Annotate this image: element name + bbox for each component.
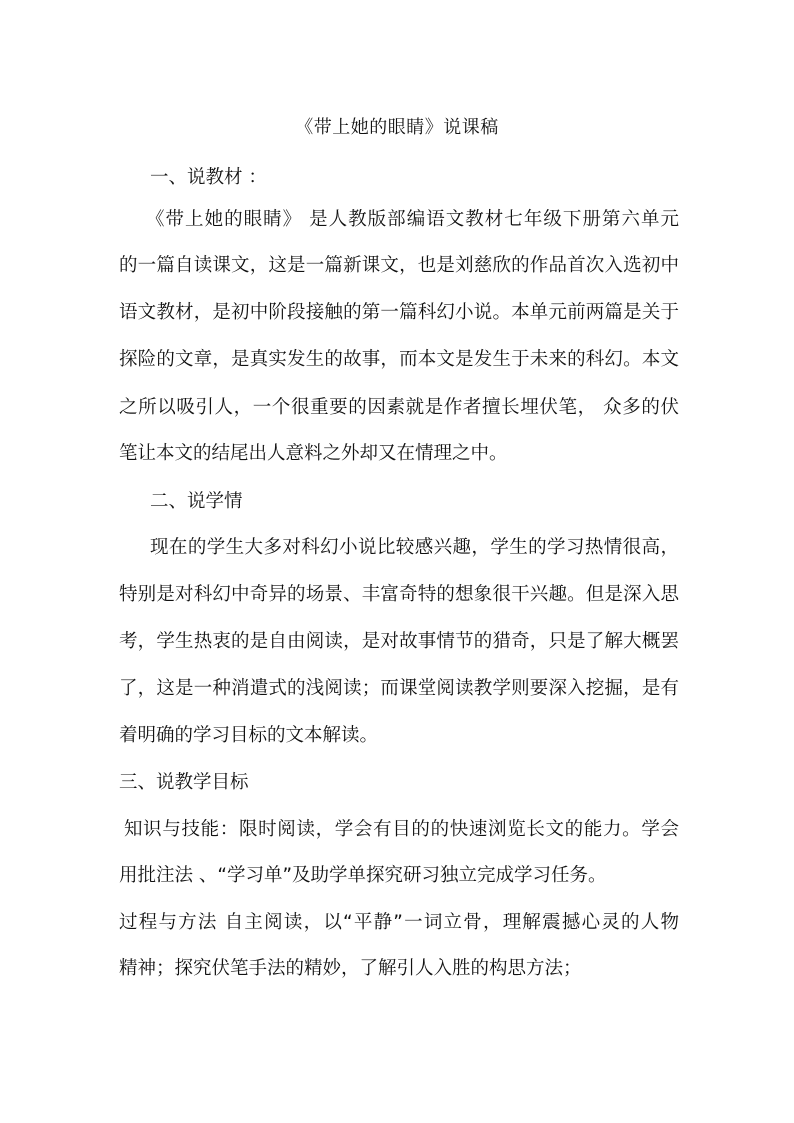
section-heading-learners: 二、说学情 <box>150 491 243 512</box>
paragraph-line: 现在的学生大多对科幻小说比较感兴趣，学生的学习热情很高， <box>150 537 679 558</box>
paragraph-line: 考，学生热衷的是自由阅读，是对故事情节的猎奇，只是了解大概罢 <box>119 631 679 652</box>
paragraph-line: 的一篇自读课文，这是一篇新课文，也是刘慈欣的作品首次入选初中 <box>119 255 679 276</box>
paragraph-line: 语文教材，是初中阶段接触的第一篇科幻小说。本单元前两篇是关于 <box>119 302 679 323</box>
paragraph-line: 探险的文章，是真实发生的故事，而本文是发生于未来的科幻。本文 <box>119 349 679 370</box>
paragraph-line: 之所以吸引人，一个很重要的因素就是作者擅长埋伏笔， 众多的伏 <box>119 397 679 418</box>
paragraph-line: 《带上她的眼睛》 是人教版部编语文教材七年级下册第六单元 <box>146 209 679 230</box>
document-title: 《带上她的眼睛》说课稿 <box>295 117 499 138</box>
paragraph-line: 过程与方法 自主阅读，以“平静”一词立骨，理解震撼心灵的人物 <box>119 912 679 933</box>
section-heading-objectives: 三、说教学目标 <box>119 772 249 793</box>
section-heading-textbook: 一、说教材 ： <box>150 167 267 188</box>
paragraph-line: 精神；探究伏笔手法的精妙，了解引人入胜的构思方法； <box>119 958 582 979</box>
paragraph-line: 笔让本文的结尾出人意料之外却又在情理之中。 <box>119 443 508 464</box>
paragraph-line: 特别是对科幻中奇异的场景、丰富奇特的想象很干兴趣。但是深入思 <box>119 584 679 605</box>
paragraph-line: 用批注法 、“学习单”及助学单探究研习独立完成学习任务。 <box>119 865 607 886</box>
paragraph-line: 着明确的学习目标的文本解读。 <box>119 725 379 746</box>
paragraph-line: 了，这是一种消遣式的浅阅读；而课堂阅读教学则要深入挖掘，是有 <box>119 678 679 699</box>
paragraph-line: 知识与技能：限时阅读，学会有目的的快速浏览长文的能力。学会 <box>124 819 679 840</box>
